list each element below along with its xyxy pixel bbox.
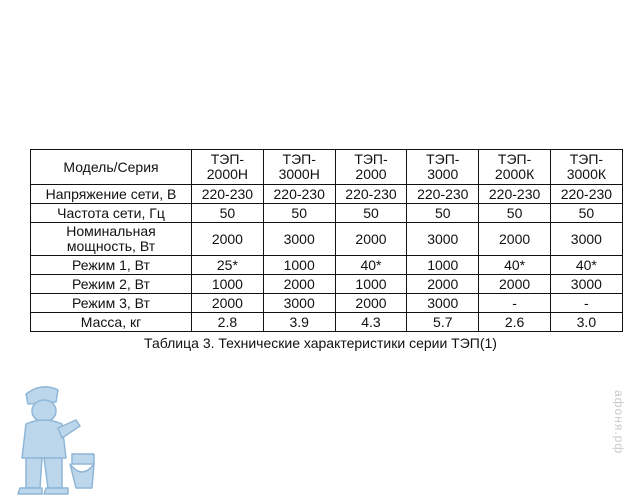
value-cell: 2000 xyxy=(192,294,264,313)
model-prefix: ТЭП- xyxy=(426,151,460,167)
model-code: 3000Н xyxy=(278,166,320,182)
value-cell: 50 xyxy=(479,204,551,223)
model-header-cell xyxy=(335,150,407,185)
value-cell: 25* xyxy=(192,256,264,275)
value-cell: 3.0 xyxy=(550,313,622,332)
model-header-cell xyxy=(263,150,335,185)
row-label-cell: Режим 2, Вт xyxy=(31,275,192,294)
value-cell: 3000 xyxy=(407,294,479,313)
model-prefix: ТЭП- xyxy=(210,151,245,167)
value-cell: 5.7 xyxy=(407,313,479,332)
value-cell: - xyxy=(479,294,551,313)
model-prefix: ТЭП- xyxy=(569,151,604,167)
table-row xyxy=(31,204,623,223)
value-cell: - xyxy=(550,294,622,313)
value-cell: 1000 xyxy=(192,275,264,294)
row-label-cell: Режим 3, Вт xyxy=(31,294,192,313)
value-cell: 50 xyxy=(550,204,622,223)
value-cell: 3000 xyxy=(263,294,335,313)
row-label-cell: Режим 1, Вт xyxy=(31,256,192,275)
row-label-line: Номинальная xyxy=(66,223,156,239)
row-label-cell: Частота сети, Гц xyxy=(31,204,192,223)
row-label-cell: Масса, кг xyxy=(31,313,192,332)
table-caption: Таблица 3. Технические характеристики серии ТЭП(1) xyxy=(144,335,497,351)
model-code: 3000К xyxy=(566,166,607,182)
value-cell: 2000 xyxy=(263,275,335,294)
value-cell: 50 xyxy=(407,204,479,223)
table-header-row xyxy=(31,150,623,185)
value-cell: 2000 xyxy=(407,275,479,294)
value-cell: 2.8 xyxy=(192,313,264,332)
value-cell: 220-230 xyxy=(479,185,551,204)
table-row xyxy=(31,313,623,332)
table-row xyxy=(31,185,623,204)
value-cell: 50 xyxy=(263,204,335,223)
value-cell: 1000 xyxy=(263,256,335,275)
value-cell: 1000 xyxy=(335,275,407,294)
row-label-line: мощность, Вт xyxy=(66,238,156,254)
value-cell: 2.6 xyxy=(479,313,551,332)
row-label-cell: Напряжение сети, В xyxy=(31,185,192,204)
value-cell: 3000 xyxy=(407,223,479,256)
model-code: 2000К xyxy=(494,166,535,182)
model-prefix: ТЭП- xyxy=(354,151,388,167)
value-cell: 4.3 xyxy=(335,313,407,332)
value-cell: 220-230 xyxy=(407,185,479,204)
value-cell: 220-230 xyxy=(263,185,335,204)
watermark-site-text: афоня.рф xyxy=(612,390,626,455)
value-cell: 40* xyxy=(335,256,407,275)
row-label-cell xyxy=(31,223,192,256)
value-cell: 3000 xyxy=(550,223,622,256)
value-cell: 220-230 xyxy=(192,185,264,204)
value-cell: 50 xyxy=(335,204,407,223)
value-cell: 220-230 xyxy=(335,185,407,204)
model-header-cell xyxy=(479,150,551,185)
value-cell: 3000 xyxy=(550,275,622,294)
plumber-mascot-icon xyxy=(12,380,98,498)
value-cell: 40* xyxy=(550,256,622,275)
model-prefix: ТЭП- xyxy=(282,151,316,167)
model-code: 2000 xyxy=(355,166,387,182)
table-row xyxy=(31,294,623,313)
value-cell: 2000 xyxy=(335,223,407,256)
value-cell: 2000 xyxy=(192,223,264,256)
value-cell: 2000 xyxy=(479,223,551,256)
model-header-cell xyxy=(407,150,479,185)
table-row xyxy=(31,223,623,256)
model-code: 2000Н xyxy=(206,166,249,182)
value-cell: 2000 xyxy=(335,294,407,313)
table-row xyxy=(31,256,623,275)
specifications-table xyxy=(30,149,623,332)
model-header-cell xyxy=(192,150,264,185)
value-cell: 2000 xyxy=(479,275,551,294)
value-cell: 3000 xyxy=(263,223,335,256)
model-code: 3000 xyxy=(427,166,459,182)
value-cell: 40* xyxy=(479,256,551,275)
value-cell: 220-230 xyxy=(550,185,622,204)
value-cell: 50 xyxy=(192,204,264,223)
model-prefix: ТЭП- xyxy=(497,151,532,167)
table-row xyxy=(31,275,623,294)
value-cell: 3.9 xyxy=(263,313,335,332)
value-cell: 1000 xyxy=(407,256,479,275)
model-header-cell xyxy=(550,150,622,185)
header-label-cell: Модель/Серия xyxy=(31,150,192,185)
